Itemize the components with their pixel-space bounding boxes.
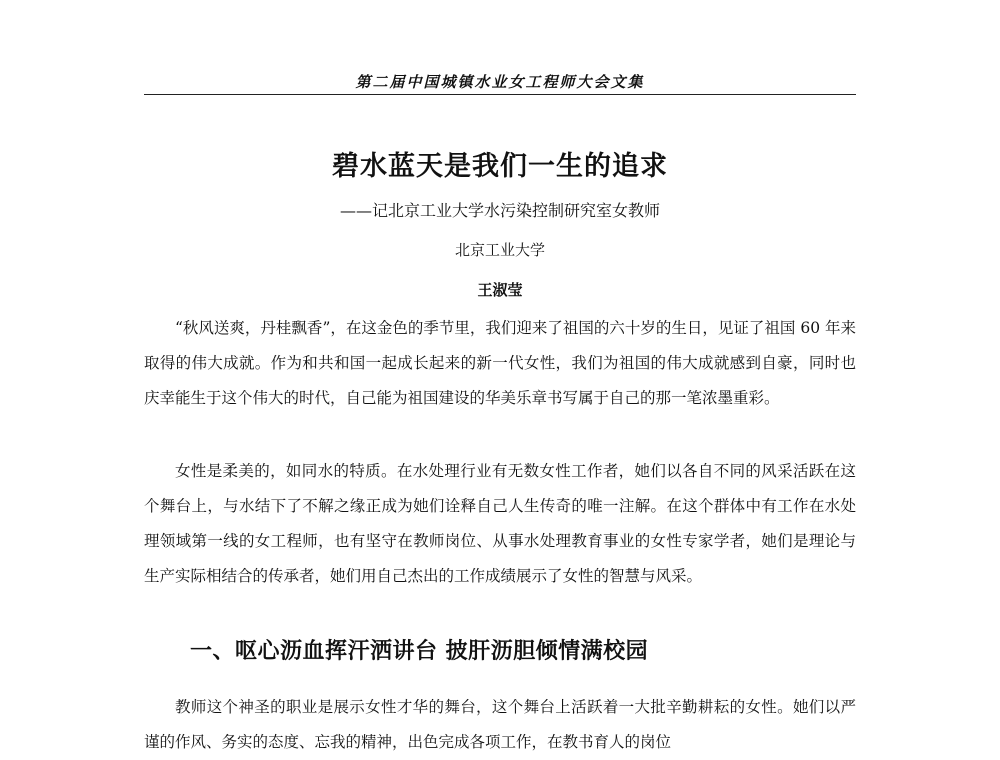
article-subtitle: ——记北京工业大学水污染控制研究室女教师 xyxy=(339,201,660,220)
section-heading-1: 一、呕心沥血挥汗洒讲台 披肝沥胆倾情满校园 xyxy=(190,639,649,664)
header-rule xyxy=(144,94,856,95)
author-name: 王淑莹 xyxy=(477,281,523,299)
body-paragraph-2: 女性是柔美的，如同水的特质。在水处理行业有无数女性工作者，她们以各自不同的风采活跃在这个舞台上，与水结下了不解之缘正成为她们诠释自己人生传奇的唯一注解。在这个群体中有工作在水处理领域第一线的女工程师，也有坚守在教师岗位、从事水处理教育事业的女性专家学者，她们是理论与生产实际相结合的传承者，她们用自己杰出的工作成绩展示了女性的智慧与风采。 xyxy=(144,462,856,585)
body-paragraph-1: “秋风送爽，丹桂飘香”，在这金色的季节里，我们迎来了祖国的六十岁的生日，见证了祖国 60 年来取得的伟大成就。作为和共和国一起成长起来的新一代女性，我们为祖国的伟大成就感到自豪，同时也庆幸能生于这个伟大的时代，自己能为祖国建设的华美乐章书写属于自己的那一笔浓墨重彩。 xyxy=(144,319,856,407)
running-header: 第二届中国城镇水业女工程师大会文集 xyxy=(355,73,645,91)
body-paragraph-3: 教师这个神圣的职业是展示女性才华的舞台，这个舞台上活跃着一大批辛勤耕耘的女性。她们以严谨的作风、务实的态度、忘我的精神，出色完成各项工作，在教书育人的岗位 xyxy=(144,698,856,751)
author-affiliation: 北京工业大学 xyxy=(454,241,545,259)
article-title: 碧水蓝天是我们一生的追求 xyxy=(332,151,668,182)
